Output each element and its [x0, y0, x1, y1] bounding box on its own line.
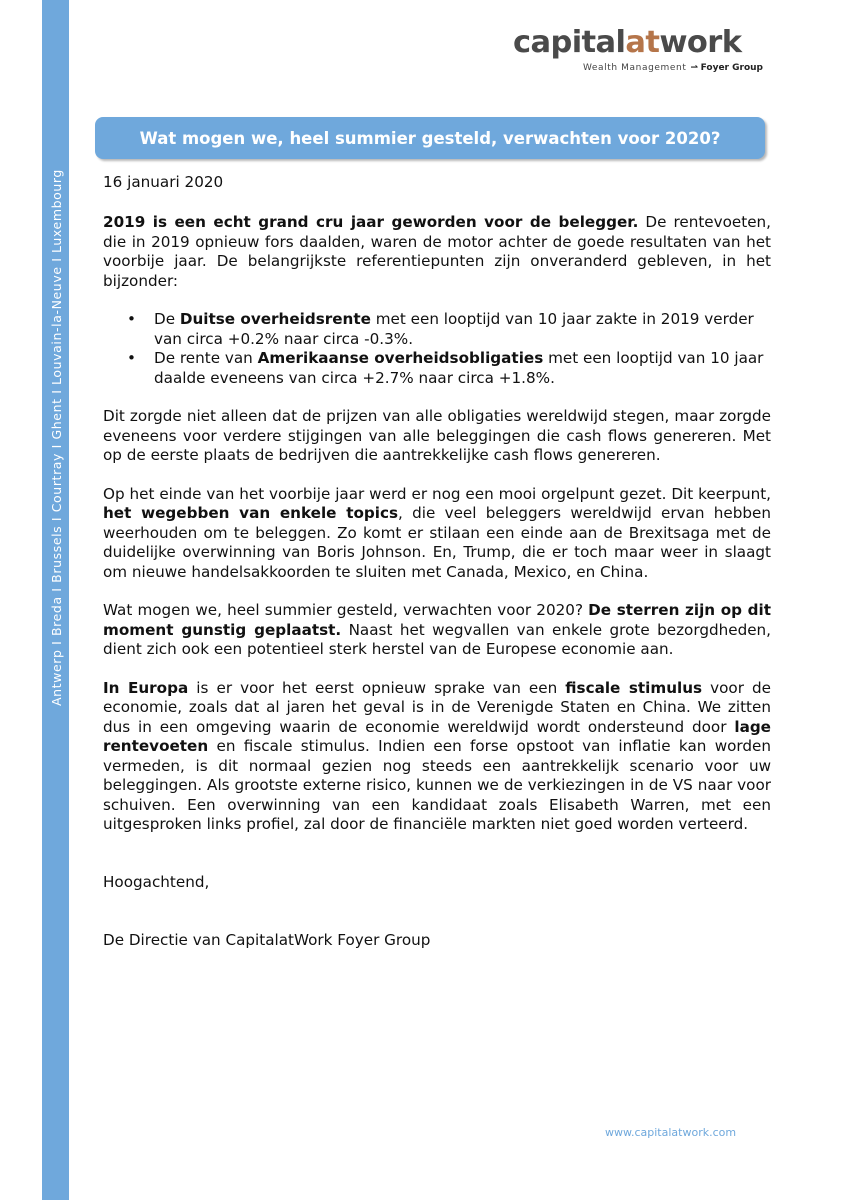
paragraph-europe: In Europa is er voor het eerst opnieuw sprake van een fiscale stimulus voor de economie, zoals dat al jaren het geval is in de Verenigde Staten en China. We zitten dus in een omgeving waarin de economie wereldwijd wordt ondersteund door lage rentevoeten en fiscale stimulus. Indien een forse opstoot van inflatie kan worden vermeden, is dit normaal gezien nog steeds een aantrekkelijk scenario voor uw beleggingen. Als grootste externe risico, kunnen we de verkiezingen in de VS naar voor schuiven. Een overwinning van een kandidaat zoals Elisabeth Warren, met een uitgesproken links profiel, zal door de financiële markten niet goed worden verteerd. — [103, 679, 772, 833]
page-title-text: Wat mogen we, heel summier gesteld, verwachten voor 2020? — [139, 128, 721, 148]
letter-body — [103, 173, 771, 951]
paragraph-outlook: Wat mogen we, heel summier gesteld, verwachten voor 2020? De sterren zijn op dit moment gunstig geplaatst. Naast het wegvallen van enkele grote bezorgdheden, dient zich ook een potentieel sterk herstel van de Europese economie aan. — [103, 601, 772, 659]
bullet-icon: • — [127, 310, 136, 329]
sidebar-cities-text: Antwerp I Breda I Brussels I Courtray I Ghent I Louvain-la-Neuve I Luxembourg — [49, 169, 64, 706]
closing-greeting: Hoogachtend, — [103, 873, 210, 892]
letter-date: 16 januari 2020 — [103, 173, 224, 191]
paragraph-turning-point: Op het einde van het voorbije jaar werd er nog een mooi orgelpunt gezet. Dit keerpunt, het wegebben van enkele topics, die veel beleggers wereldwijd ervan hebben weerhouden om te beleggen. Zo komt er stilaan een einde aan de Brexitsaga met de duidelijke overwinning van Boris Johnson. En, Trump, die er toch maar weer in slaagt om nieuwe handelsakkoorden te sluiten met Canada, Mexico, en China. — [103, 485, 771, 581]
swoosh-icon: ⇀ — [690, 63, 699, 73]
logo-tagline: Wealth Management ⇀ Foyer Group — [582, 63, 763, 73]
company-logo — [513, 26, 763, 78]
paragraph-bonds: Dit zorgde niet alleen dat de prijzen van alle obligaties wereldwijd stegen, maar zorgde eveneens voor verdere stijgingen van alle beleggingen die cash flows genereren. Met op de eerste plaats de bedrijven die aantrekkelijke cash flows genereren. — [103, 407, 771, 465]
list-item: • De rente van Amerikaanse overheidsobligaties met een looptijd van 10 jaar daalde eveneens van circa +2.7% naar circa +1.8%. — [127, 349, 764, 387]
bullet-icon: • — [127, 349, 136, 368]
logo-wordmark: capitalatwork — [513, 25, 742, 60]
page-title — [95, 117, 765, 159]
signature: De Directie van CapitalatWork Foyer Group — [103, 931, 431, 950]
paragraph-intro: 2019 is een echt grand cru jaar geworden voor de belegger. De rentevoeten, die in 2019 opnieuw fors daalden, waren de motor achter de goede resultaten van het voorbije jaar. De belangrijkste referentiepunten zijn onveranderd gebleven, in het bijzonder: — [103, 213, 771, 290]
list-item: • De Duitse overheidsrente met een looptijd van 10 jaar zakte in 2019 verder van circa +0.2% naar circa -0.3%. — [127, 310, 754, 348]
bullet-list — [103, 310, 771, 388]
footer-link[interactable]: www.capitalatwork.com — [605, 1126, 737, 1139]
